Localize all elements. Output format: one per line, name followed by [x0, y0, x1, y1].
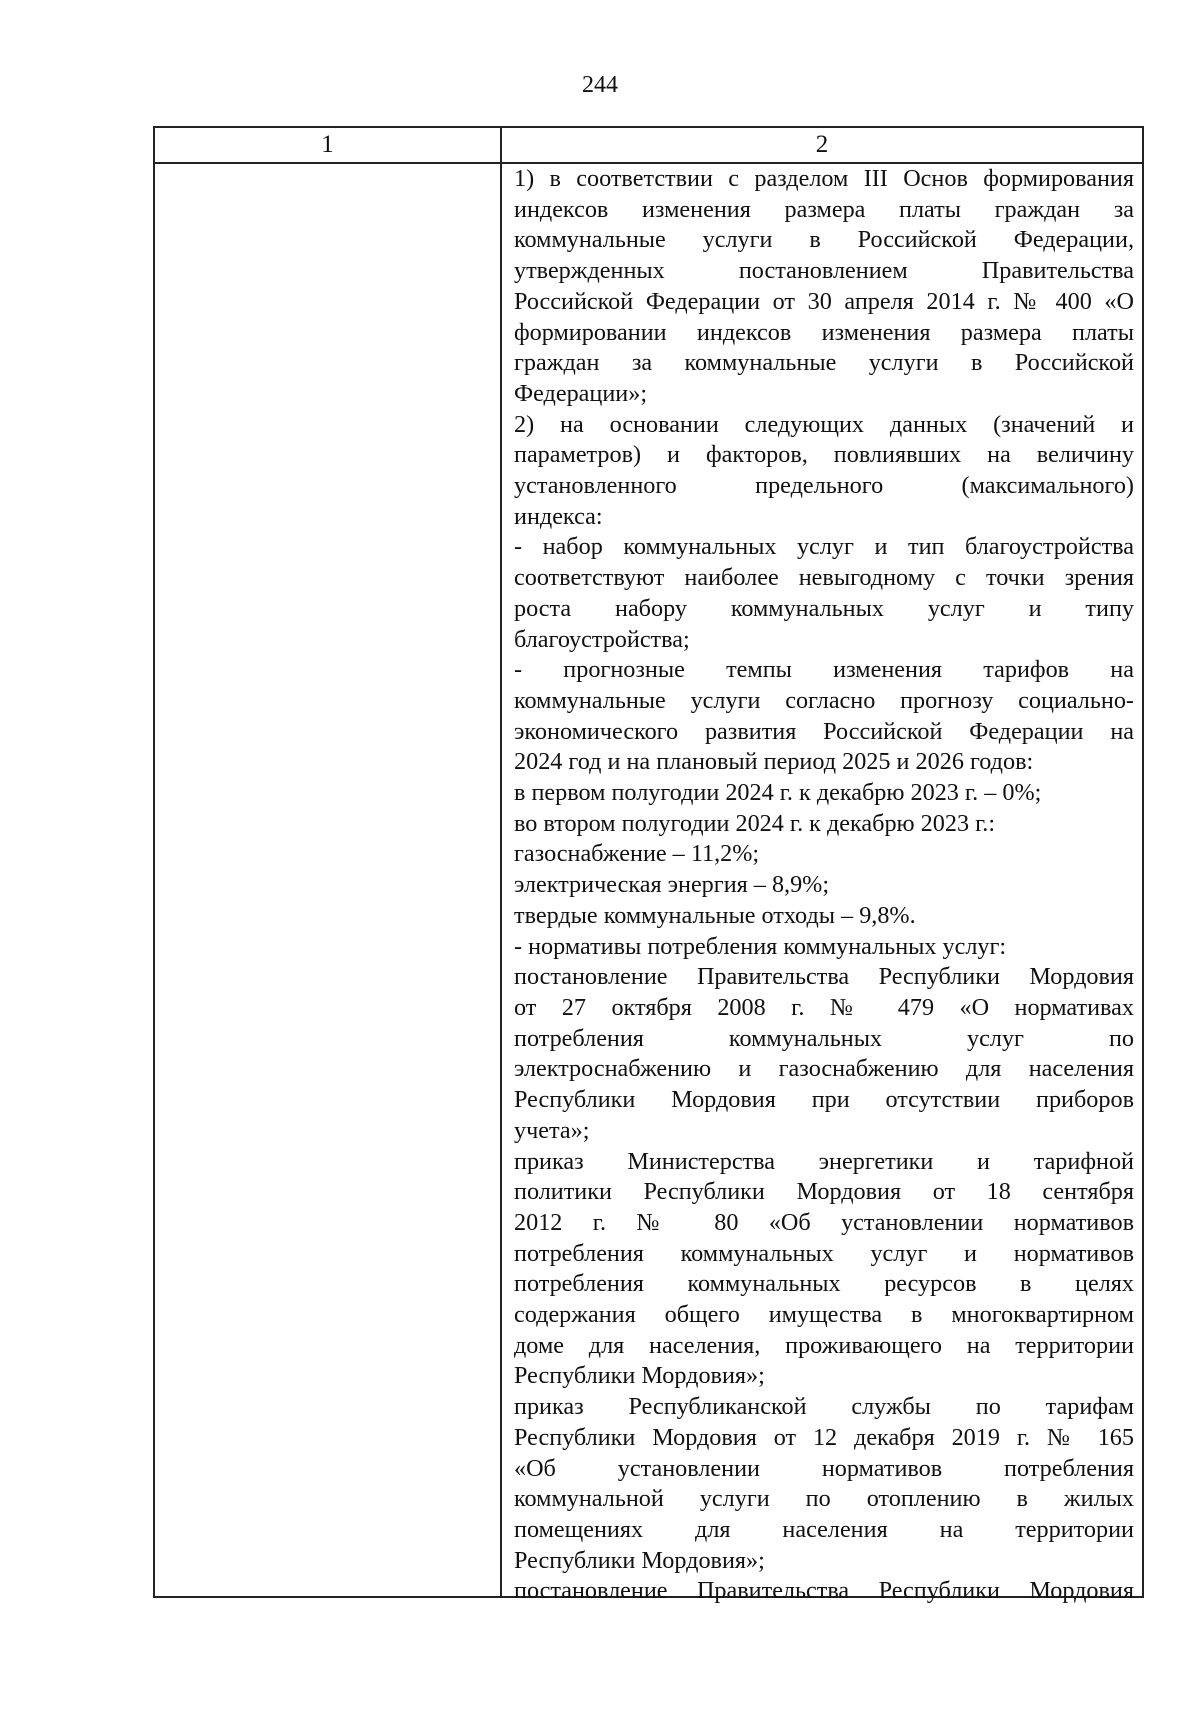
text-line: потребления коммунальных услуг по: [514, 1024, 1134, 1052]
text-line: политики Республики Мордовия от 18 сентября: [514, 1178, 1134, 1206]
text-line: 2) на основании следующих данных (значений и: [514, 410, 1134, 438]
text-line: формировании индексов изменения размера платы: [514, 318, 1134, 346]
text-line: благоустройства;: [514, 625, 690, 653]
text-line: параметров) и факторов, повлиявших на величину: [514, 441, 1134, 469]
text-line: граждан за коммунальные услуги в Российской: [514, 349, 1134, 377]
text-line: роста набору коммунальных услуг и типу: [514, 594, 1134, 622]
text-line: - нормативы потребления коммунальных услуг:: [514, 932, 1007, 960]
text-line: 1) в соответствии с разделом III Основ формирования: [514, 165, 1134, 192]
text-line: твердые коммунальные отходы – 9,8%.: [514, 901, 916, 929]
document-table: [153, 126, 1144, 1605]
column-divider: [500, 128, 502, 1596]
text-line: 2012 г. № 80 «Об установлении нормативов: [514, 1208, 1134, 1236]
page-number: 244: [582, 72, 618, 98]
text-line: от 27 октября 2008 г. № 479 «О нормативах: [514, 993, 1134, 1021]
column-header-2: 2: [815, 131, 829, 158]
text-line: потребления коммунальных услуг и нормативов: [514, 1239, 1134, 1267]
column-header-1: 1: [321, 131, 334, 158]
text-line: коммунальные услуги согласно прогнозу социально-: [514, 686, 1134, 714]
text-line: в первом полугодии 2024 г. к декабрю 2023 г. – 0%;: [514, 779, 1042, 807]
text-line: доме для населения, проживающего на территории: [514, 1331, 1134, 1359]
text-line: приказ Республиканской службы по тарифам: [514, 1393, 1134, 1421]
text-line: постановление Правительства Республики Мордовия: [514, 1577, 1134, 1605]
text-line: приказ Министерства энергетики и тарифной: [514, 1147, 1134, 1175]
text-line: Республики Мордовия от 12 декабря 2019 г. № 165: [514, 1423, 1134, 1451]
text-line: индексов изменения размера платы граждан за: [514, 195, 1134, 223]
text-line: электрическая энергия – 8,9%;: [514, 871, 830, 899]
text-line: 2024 год и на плановый период 2025 и 2026 годов:: [514, 748, 1034, 776]
text-line: Российской Федерации от 30 апреля 2014 г. № 400 «О: [514, 287, 1134, 315]
table-cell-col2-text: [514, 164, 1134, 1607]
text-line: постановление Правительства Республики Мордовия: [514, 963, 1134, 991]
text-line: коммунальной услуги по отоплению в жилых: [514, 1485, 1134, 1513]
table-header-row: [155, 128, 1142, 164]
text-line: Республики Мордовия»;: [514, 1546, 765, 1574]
text-line: Федерации»;: [514, 379, 648, 407]
text-line: установленного предельного (максимального): [514, 472, 1134, 500]
text-line: - прогнозные темпы изменения тарифов на: [514, 656, 1134, 684]
text-line: утвержденных постановлением Правительства: [514, 257, 1134, 285]
text-line: - набор коммунальных услуг и тип благоустройства: [514, 533, 1134, 561]
text-line: индекса:: [514, 502, 603, 530]
text-line: помещениях для населения на территории: [514, 1515, 1134, 1543]
text-line: учета»;: [514, 1116, 590, 1144]
text-line: содержания общего имущества в многоквартирном: [514, 1301, 1134, 1329]
text-line: Республики Мордовия»;: [514, 1362, 765, 1390]
text-line: «Об установлении нормативов потребления: [514, 1454, 1134, 1482]
text-line: электроснабжению и газоснабжению для населения: [514, 1055, 1134, 1083]
text-line: Республики Мордовия при отсутствии приборов: [514, 1086, 1134, 1114]
text-line: экономического развития Российской Федерации на: [514, 717, 1134, 745]
text-line: потребления коммунальных ресурсов в целях: [514, 1270, 1134, 1298]
text-line: во втором полугодии 2024 г. к декабрю 2023 г.:: [514, 809, 996, 837]
text-line: коммунальные услуги в Российской Федерации,: [514, 226, 1134, 254]
text-line: газоснабжение – 11,2%;: [514, 840, 760, 868]
text-line: соответствуют наиболее невыгодному с точки зрения: [514, 564, 1134, 592]
